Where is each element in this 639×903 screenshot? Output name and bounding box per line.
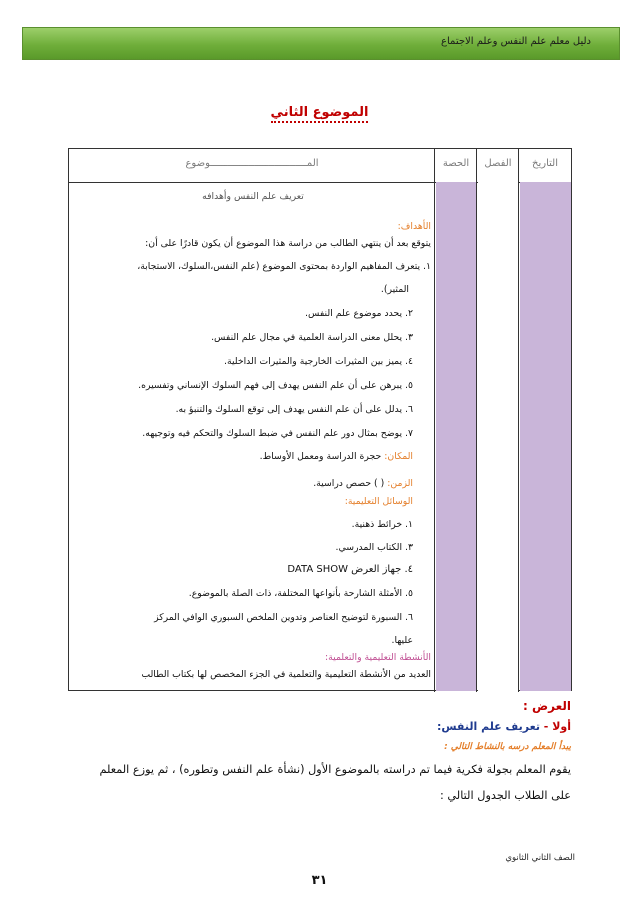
header-season-label: الفصل [484,158,512,169]
column-divider [476,149,477,692]
activities-label: الأنشطة التعليمية والتعلمية: [325,652,431,663]
period-column-fill [436,182,476,691]
aid-item: ٥. الأمثلة الشارحة بأنواعها المختلفة، ذات الصلة بالموضوع. [188,588,413,599]
place-row [57,448,413,465]
presentation-heading: العرض : [523,699,571,713]
topic-content [75,182,431,687]
header-bar [22,27,620,60]
date-column-fill [520,182,571,691]
lesson-table [68,148,572,691]
objectives-label: الأهداف: [397,221,431,232]
aid-item: ١. خرائط ذهنية. [351,519,413,530]
topic-title [0,105,639,120]
objective-item: ١. يتعرف المفاهيم الواردة بمحتوى الموضوع (علم النفس،السلوك، الاستجابة، [137,261,431,272]
header-date [519,149,571,182]
aid-item: ٣. الكتاب المدرسي. [335,542,413,553]
time-value: ( ) حصص دراسية. [313,478,385,489]
column-divider [518,149,519,692]
first-section-heading [437,720,571,733]
place-label: المكان: [384,451,413,462]
place-value: حجرة الدراسة ومعمل الأوساط. [259,451,382,462]
footer-grade: الصف الثاني الثانوي [505,853,575,863]
table-header-row [69,149,571,183]
time-row [57,475,413,492]
header-date-label: التاريخ [532,158,558,169]
page-number: ٣١ [311,873,328,888]
objective-item: ٧. يوضح بمثال دور علم النفس في ضبط السلوك والتحكم فيه وتوجيهه. [142,428,413,439]
first-title: تعريف علم النفس: [436,720,540,733]
paragraph-line: على الطلاب الجدول التالي : [439,789,571,802]
header-title: دليل معلم علم النفس وعلم الاجتماع [441,36,591,47]
objective-item: ٤. يميز بين المثيرات الخارجية والمثيرات الداخلية. [224,356,413,367]
paragraph-line: يقوم المعلم بجولة فكرية فيما تم دراسته بالموضوع الأول (نشأة علم النفس وتطوره) ، ثم يوزع المعلم [99,763,571,776]
start-note: يبدأ المعلم درسه بالنشاط التالي : [444,742,571,752]
lesson-title: تعريف علم النفس وأهدافه [202,191,304,202]
objective-item: المثير). [380,284,409,295]
header-period [435,149,477,182]
header-period-label: الحصة [442,158,470,169]
objective-item: ٢. يحدد موضوع علم النفس. [305,308,413,319]
first-label: أولا - [543,720,571,733]
aids-label: الوسائل التعليمية: [344,496,413,507]
objective-item: ٦. يدلل على أن علم النفس يهدف إلى توقع السلوك والتنبؤ به. [175,404,413,415]
column-divider [434,149,435,692]
topic-title-text: الموضوع الثاني [271,105,369,123]
objective-item: ٣. يحلل معنى الدراسة العلمية في مجال علم النفس. [211,332,413,343]
aid-item: ٤. جهاز العرض DATA SHOW [287,564,413,575]
header-topic-label: المـــــــــــــــــــــــــــــــــوضوع [185,158,319,169]
aid-item: ٦. السبورة لتوضيح العناصر وتدوين الملخص السبوري الوافي المركز [154,612,413,623]
objectives-intro: يتوقع بعد أن ينتهي الطالب من دراسة هذا الموضوع أن يكون قادرًا على أن: [145,238,431,249]
time-label: الزمن: [387,478,413,489]
activities-value: العديد من الأنشطة التعليمية والتعلمية في الجزء المخصص لها بكتاب الطالب [141,669,431,680]
header-season [477,149,519,182]
aid-item: عليها. [391,635,413,646]
season-column-fill [478,182,518,691]
header-topic [69,149,435,182]
objective-item: ٥. يبرهن على أن علم النفس يهدف إلى فهم السلوك الإنساني وتفسيره. [138,380,413,391]
